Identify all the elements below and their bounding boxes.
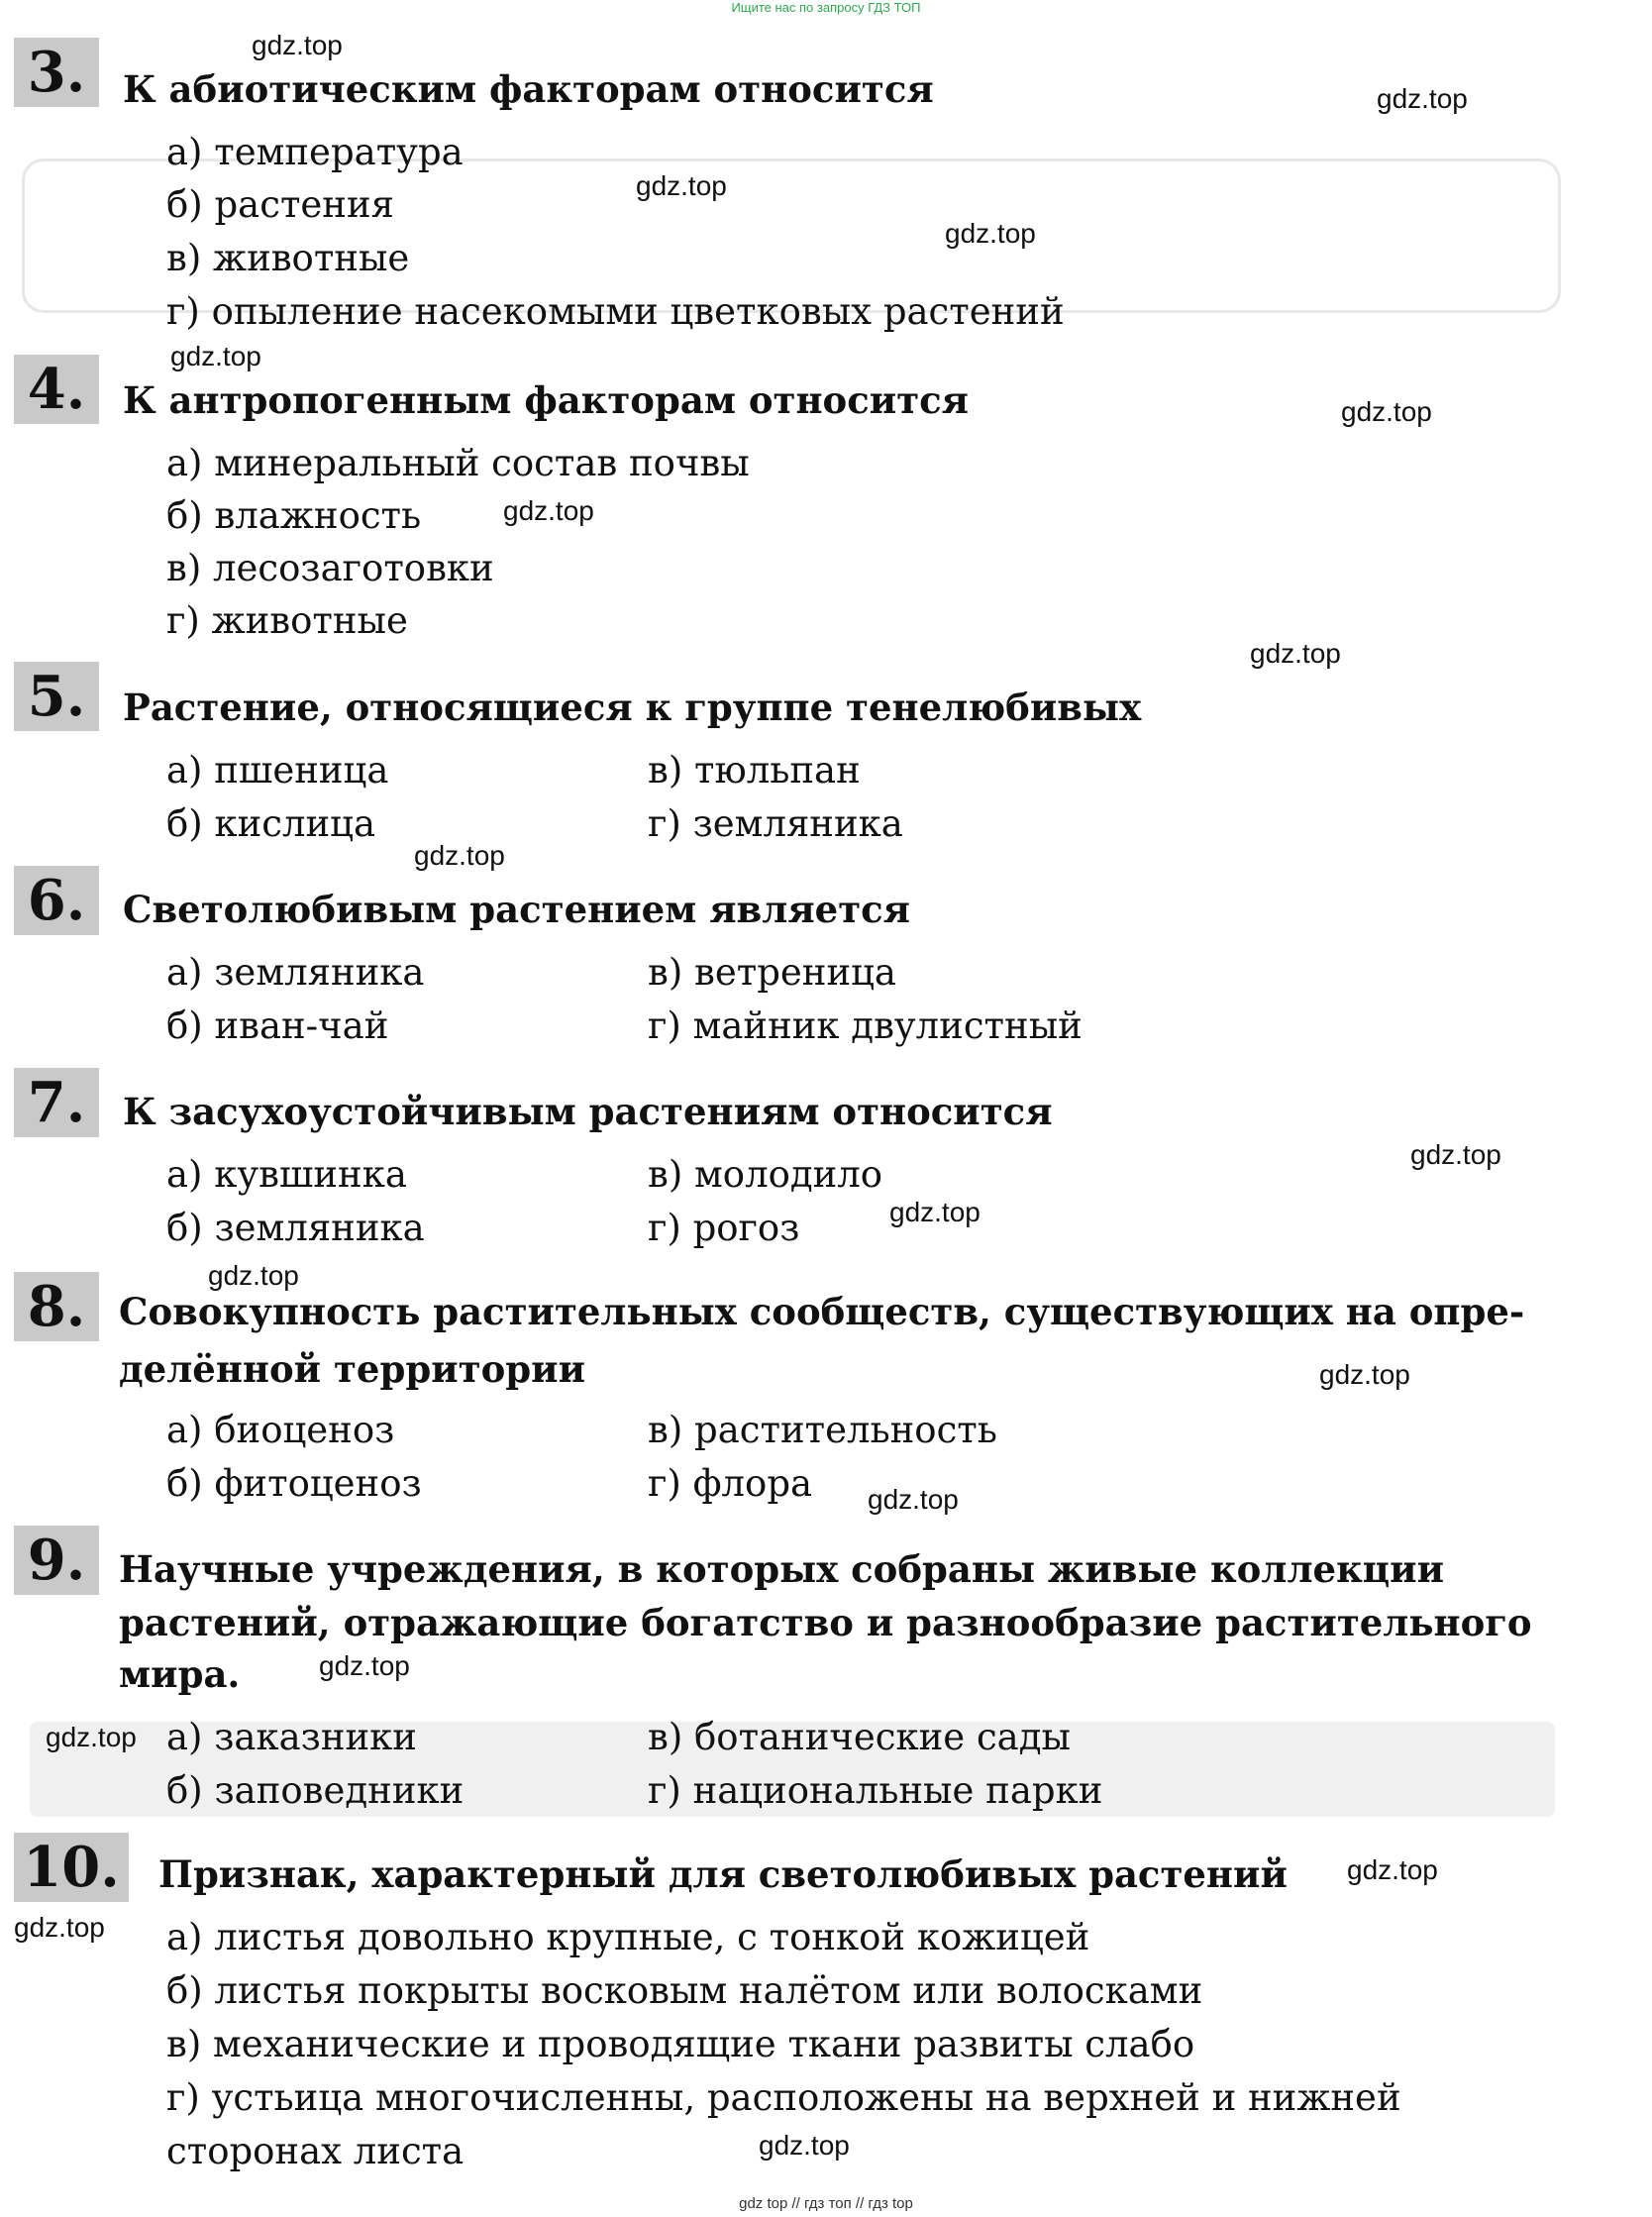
question-text-10: Признак, характерный для светолюбивых растений [158,1852,1288,1896]
option-9d: г) национальные парки [648,1769,1103,1812]
option-6a: а) земляника [166,951,425,994]
question-number-3: 3. [14,38,99,107]
option-7a: а) кувшинка [166,1153,407,1196]
watermark: gdz.top [503,495,594,526]
question-text-3: К абиотическим факторам относится [123,67,934,111]
option-3a: а) температура [166,131,464,173]
question-text-9-line1: Научные учреждения, в которых собраны живые коллекции [119,1547,1445,1591]
option-5a: а) пшеница [166,749,389,792]
question-text-8-line2: делённой территории [119,1347,586,1391]
option-4b: б) влажность [166,494,422,537]
option-6b: б) иван-чай [166,1004,389,1047]
question-number-6: 6. [14,866,99,935]
option-9a: а) заказники [166,1716,417,1758]
watermark: gdz.top [1319,1359,1410,1390]
option-9b: б) заповедники [166,1769,465,1812]
watermark: gdz.top [14,1912,105,1943]
option-3c: в) животные [166,237,410,279]
footer-watermark: gdz top // гдз топ // гдз top [739,2195,913,2212]
option-7b: б) земляника [166,1207,425,1249]
option-10d: г) устьица многочисленны, расположены на верхней и нижней [166,2076,1401,2119]
watermark: gdz.top [945,218,1036,249]
option-6d: г) майник двулистный [648,1004,1083,1047]
watermark: gdz.top [1250,638,1341,669]
question-text-5: Растение, относящиеся к группе тенелюбивых [123,686,1142,729]
question-number-5: 5. [14,662,99,731]
watermark: gdz.top [414,840,505,871]
watermark: gdz.top [1410,1139,1501,1170]
watermark: gdz.top [1377,83,1468,114]
watermark: gdz.top [252,30,343,60]
question-number-7: 7. [14,1068,99,1137]
question-text-9-line2: растений, отражающие богатство и разнообразие растительного [119,1601,1532,1644]
watermark: gdz.top [759,2130,850,2161]
watermark: gdz.top [889,1197,981,1227]
option-10c: в) механические и проводящие ткани развиты слабо [166,2023,1195,2065]
question-number-10: 10. [14,1833,129,1902]
question-number-4: 4. [14,355,99,424]
option-4c: в) лесозаготовки [166,547,494,589]
option-7c: в) молодило [648,1153,883,1196]
option-3b: б) растения [166,183,394,226]
watermark: gdz.top [46,1722,137,1752]
question-number-8: 8. [14,1272,99,1341]
option-8c: в) растительность [648,1409,997,1451]
option-6c: в) ветреница [648,951,896,994]
option-10d-continued: сторонах листа [166,2130,465,2172]
question-number-9: 9. [14,1526,99,1595]
option-8a: а) биоценоз [166,1409,395,1451]
option-7d: г) рогоз [648,1207,800,1249]
question-text-9-line3: мира. [119,1652,241,1696]
question-text-6: Светолюбивым растением является [123,888,910,931]
watermark: gdz.top [1347,1854,1438,1885]
option-10a: а) листья довольно крупные, с тонкой кожицей [166,1916,1090,1958]
option-8b: б) фитоценоз [166,1462,422,1505]
search-hint: Ищите нас по запросу ГДЗ ТОП [731,0,921,15]
question-text-7: К засухоустойчивым растениям относится [123,1090,1053,1133]
watermark: gdz.top [208,1260,299,1291]
question-text-8-line1: Совокупность растительных сообществ, существующих на опре- [119,1290,1525,1333]
option-5c: в) тюльпан [648,749,861,792]
option-4d: г) животные [166,599,408,642]
option-8d: г) флора [648,1462,813,1505]
option-9c: в) ботанические сады [648,1716,1071,1758]
watermark: gdz.top [1341,396,1432,427]
watermark: gdz.top [319,1650,410,1681]
watermark: gdz.top [170,341,261,371]
option-5b: б) кислица [166,802,375,845]
option-5d: г) земляника [648,802,903,845]
watermark: gdz.top [868,1484,959,1515]
option-10b: б) листья покрыты восковым налётом или волосками [166,1969,1203,2012]
option-3d: г) опыление насекомыми цветковых растений [166,290,1065,333]
option-4a: а) минеральный состав почвы [166,442,750,484]
question-text-4: К антропогенным факторам относится [123,378,969,422]
watermark: gdz.top [636,170,727,201]
